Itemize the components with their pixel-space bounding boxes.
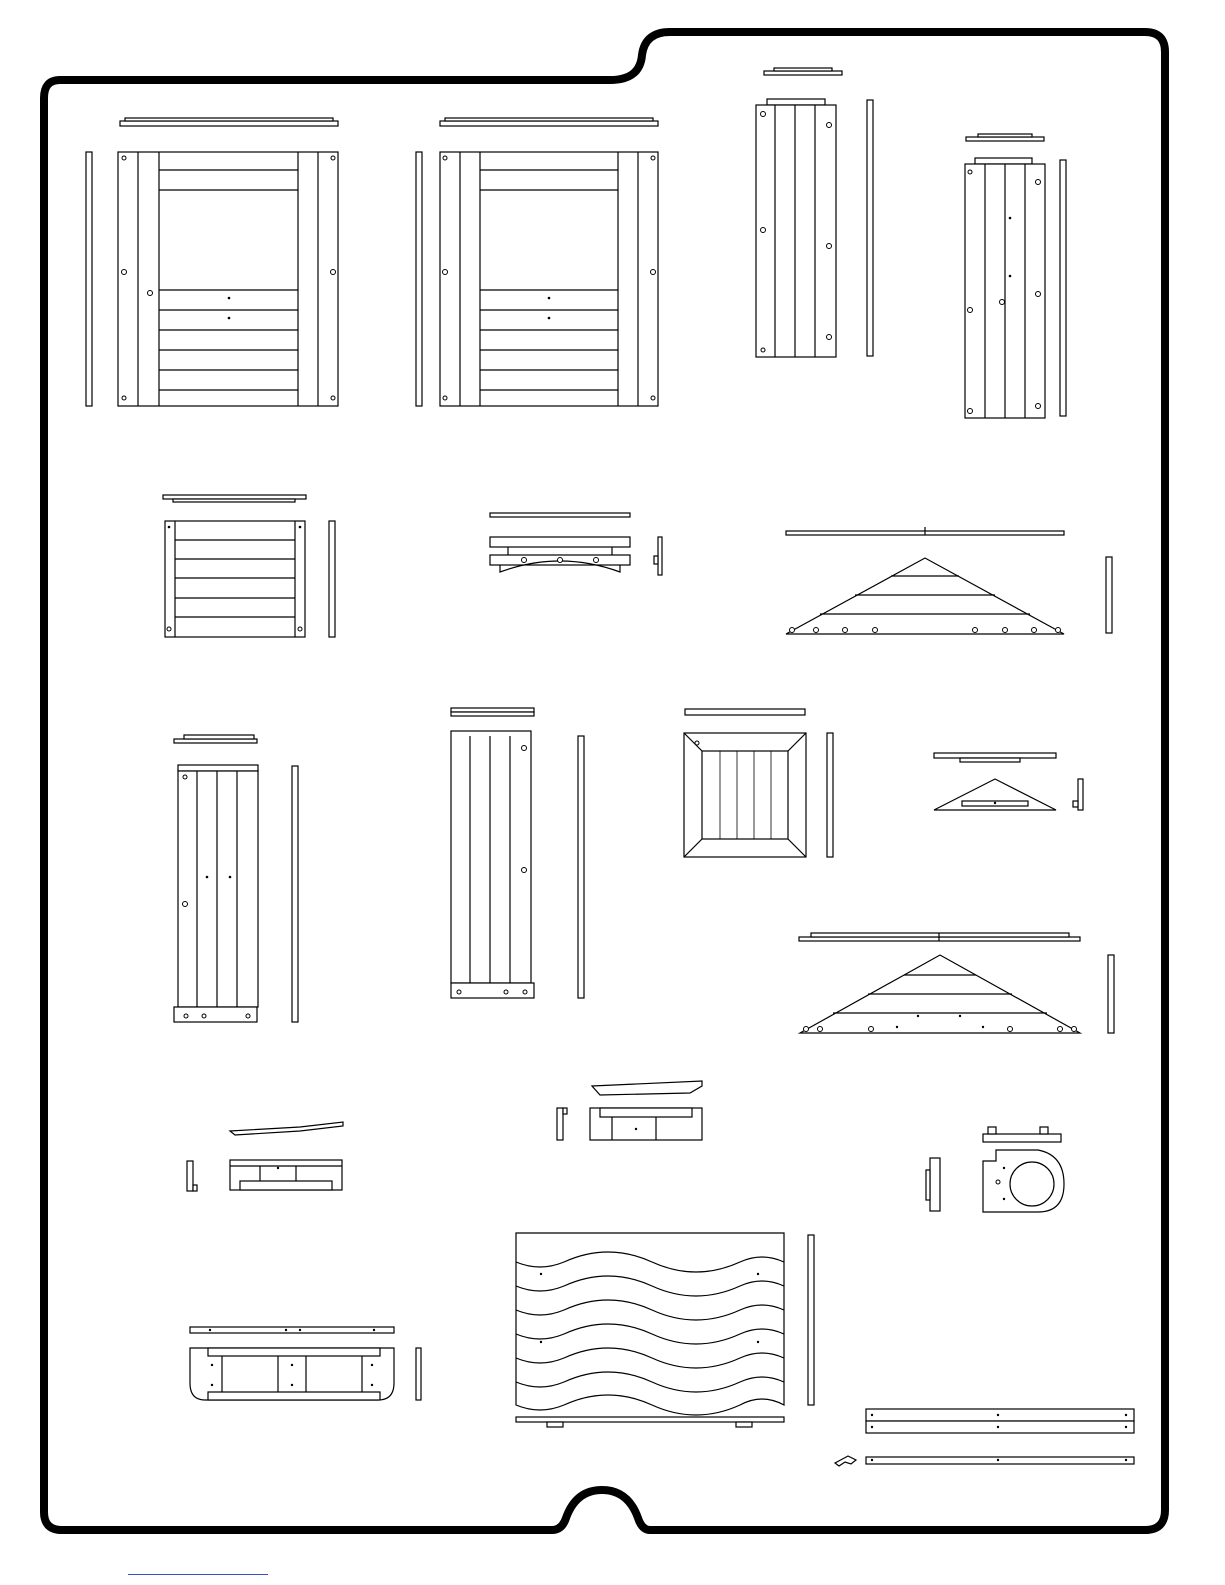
panel-tall-a: [756, 68, 873, 357]
bench-arched: [490, 513, 662, 575]
gable-small: [934, 753, 1083, 810]
footer-link-underline: [128, 1574, 268, 1575]
gable-large-bottom: [799, 933, 1114, 1033]
bracket-center: [557, 1081, 702, 1140]
seat-board: [190, 1327, 421, 1400]
bracket-left: [187, 1122, 343, 1191]
panel-door-right: [416, 118, 658, 406]
porthole-plate: [926, 1127, 1064, 1212]
panel-tall-b: [965, 134, 1066, 418]
wave-wall: [516, 1233, 814, 1427]
panel-door-left: [86, 118, 338, 406]
rails: [835, 1409, 1134, 1466]
panel-tall-d: [451, 708, 584, 998]
window-framed: [684, 709, 833, 857]
panel-horizontal-slats: [163, 495, 335, 637]
panel-tall-c: [174, 735, 298, 1022]
gable-large-top: [786, 527, 1112, 634]
